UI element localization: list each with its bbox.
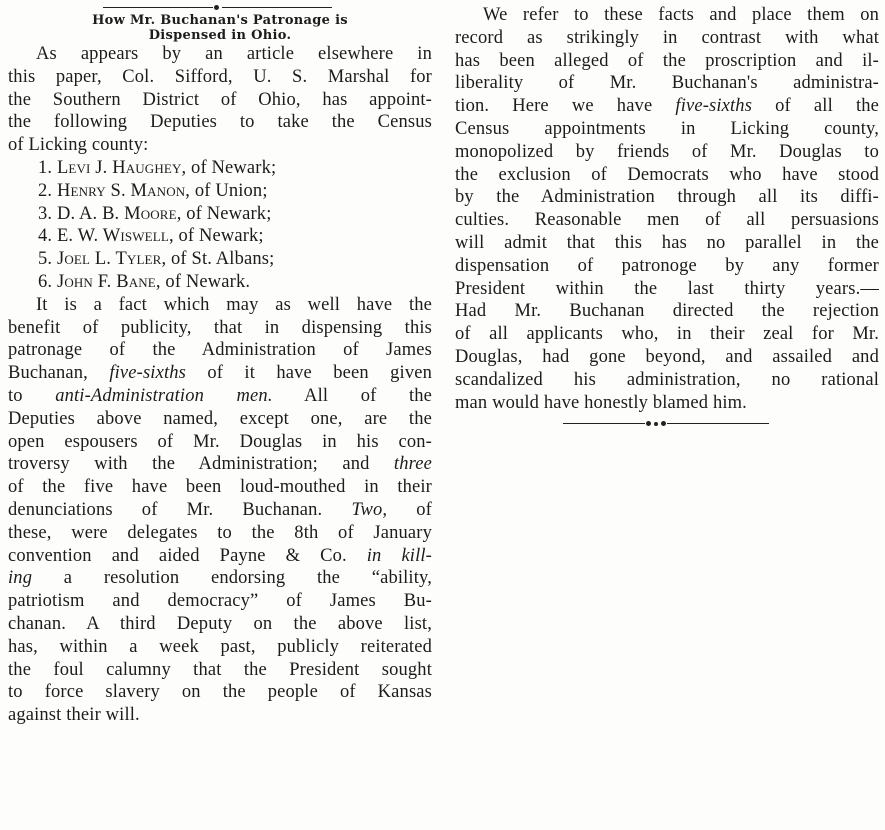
- right-column: [455, 4, 879, 430]
- article-body-left: [8, 43, 432, 727]
- text-line: chanan. A third Deputy on the above list,: [8, 613, 432, 634]
- article-headline: [8, 12, 432, 43]
- text-line: this paper, Col. Sifford, U. S. Marshal for: [8, 66, 432, 87]
- text-line: benefit of publicity, that in dispensing this: [8, 317, 432, 338]
- text-line: by the Administration through all its diffi-: [455, 187, 879, 208]
- text-line: these, were delegates to the 8th of January: [8, 522, 432, 543]
- deputy-place: , of Newark.: [155, 271, 251, 292]
- text-line: against their will.: [8, 705, 140, 726]
- deputy-item: [8, 248, 432, 271]
- headline-line-1: How Mr. Buchanan's Patronage is: [92, 13, 348, 28]
- text-line: [8, 545, 432, 568]
- deputy-item: [8, 271, 432, 294]
- text-line: [8, 362, 432, 385]
- emphasis: anti-Administration men.: [55, 385, 273, 406]
- emphasis: three: [393, 454, 432, 475]
- emphasis: in kill-: [366, 545, 432, 566]
- text-line: Douglas, had gone beyond, and assailed and: [455, 346, 879, 367]
- deputy-item: [8, 225, 432, 248]
- text-line: [8, 453, 432, 476]
- deputy-place: , of Union;: [185, 180, 268, 201]
- deputy-item: [8, 157, 432, 180]
- text-line: patriotism and democracy” of James Bu-: [8, 591, 432, 612]
- text-line: the foul calumny that the President sought: [8, 659, 432, 680]
- text-line: [8, 567, 432, 590]
- text-line: has been alleged of the proscription and il-: [455, 50, 879, 71]
- deputy-name: John F. Bane: [56, 271, 156, 292]
- text-line: Census appointments in Licking county,: [455, 118, 879, 139]
- article-body-right: [455, 4, 879, 414]
- deputy-item: [8, 203, 432, 226]
- deputy-place: , of Newark;: [176, 203, 272, 224]
- text-line: [8, 499, 432, 522]
- text-run: Buchanan,: [8, 363, 110, 384]
- deputy-place: , of Newark;: [168, 226, 264, 247]
- text-run: troversy with the Administration; and: [8, 454, 370, 475]
- text-line: open espousers of Mr. Douglas in his con-: [8, 431, 432, 452]
- deputy-name: Henry S. Manon: [56, 180, 186, 201]
- deputy-item: [8, 180, 432, 203]
- deputy-name: E. W. Wiswell: [56, 226, 169, 247]
- text-run: of: [387, 499, 432, 520]
- text-line: has, within a week past, publicly reiterated: [8, 636, 432, 657]
- text-run: a resolution endorsing the “ability,: [32, 568, 432, 589]
- text-line: man would have honestly blamed him.: [455, 392, 747, 413]
- text-line: the following Deputies to take the Census: [8, 112, 432, 133]
- deputy-number: 6.: [38, 271, 53, 292]
- text-line: the exclusion of Democrats who have stood: [455, 164, 879, 185]
- text-line: of Licking county:: [8, 135, 149, 156]
- emphasis: five-sixths: [675, 96, 753, 117]
- text-line: to force slavery on the people of Kansas: [8, 682, 432, 703]
- text-line: As appears by an article elsewhere in: [36, 44, 432, 64]
- headline-line-2: Dispensed in Ohio.: [148, 28, 292, 43]
- deputy-name: Levi J. Haughey: [56, 157, 182, 178]
- text-run: of it have been given: [185, 363, 433, 384]
- text-run: tion. Here we have: [455, 96, 676, 117]
- text-line: monopolized by friends of Mr. Douglas to: [455, 141, 879, 162]
- top-ornament-rule: [8, 4, 432, 12]
- emphasis: ing: [8, 568, 33, 589]
- text-run: of all the: [752, 96, 879, 117]
- deputy-number: 2.: [38, 180, 53, 201]
- text-line: will admit that this has no parallel in the: [455, 232, 879, 253]
- deputy-number: 3.: [38, 203, 53, 224]
- deputy-number: 4.: [38, 226, 53, 247]
- deputy-place: , of St. Albans;: [161, 249, 275, 270]
- deputy-number: 5.: [38, 249, 53, 270]
- text-run: All of the: [272, 385, 432, 406]
- text-line: [455, 95, 879, 118]
- end-ornament-rule: [455, 420, 879, 430]
- deputy-list: [8, 157, 432, 294]
- text-line: [8, 385, 432, 408]
- text-line: the Southern District of Ohio, has appoint-: [8, 89, 432, 110]
- text-line: record as strikingly in contrast with what: [455, 27, 879, 48]
- emphasis: five-sixths: [109, 363, 186, 384]
- text-line: scandalized his administration, no rational: [455, 369, 879, 390]
- left-column: [8, 4, 432, 727]
- deputy-number: 1.: [38, 157, 53, 178]
- text-line: patronage of the Administration of James: [8, 340, 432, 361]
- text-line: of the five have been loud-mouthed in their: [8, 477, 432, 498]
- deputy-place: , of Newark;: [181, 157, 277, 178]
- text-line: We refer to these facts and place them on: [483, 5, 879, 25]
- text-line: dispensation of patronoge by any former: [455, 255, 879, 276]
- text-line: liberality of Mr. Buchanan's administra-: [455, 73, 879, 94]
- text-run: to: [8, 385, 56, 406]
- text-line: of all applicants who, in their zeal for Mr.: [455, 324, 879, 345]
- text-run: denunciations of Mr. Buchanan.: [8, 499, 352, 520]
- text-line: Had Mr. Buchanan directed the rejection: [455, 301, 879, 322]
- text-line: culties. Reasonable men of all persuasions: [455, 210, 879, 231]
- text-line: It is a fact which may as well have the: [36, 294, 432, 315]
- deputy-name: D. A. B. Moore: [56, 203, 177, 224]
- emphasis: Two,: [351, 499, 388, 520]
- text-line: Deputies above named, except one, are the: [8, 408, 432, 429]
- deputy-name: Joel L. Tyler: [56, 249, 162, 270]
- text-run: convention and aided Payne & Co.: [8, 545, 367, 566]
- text-line: President within the last thirty years.—: [455, 278, 879, 299]
